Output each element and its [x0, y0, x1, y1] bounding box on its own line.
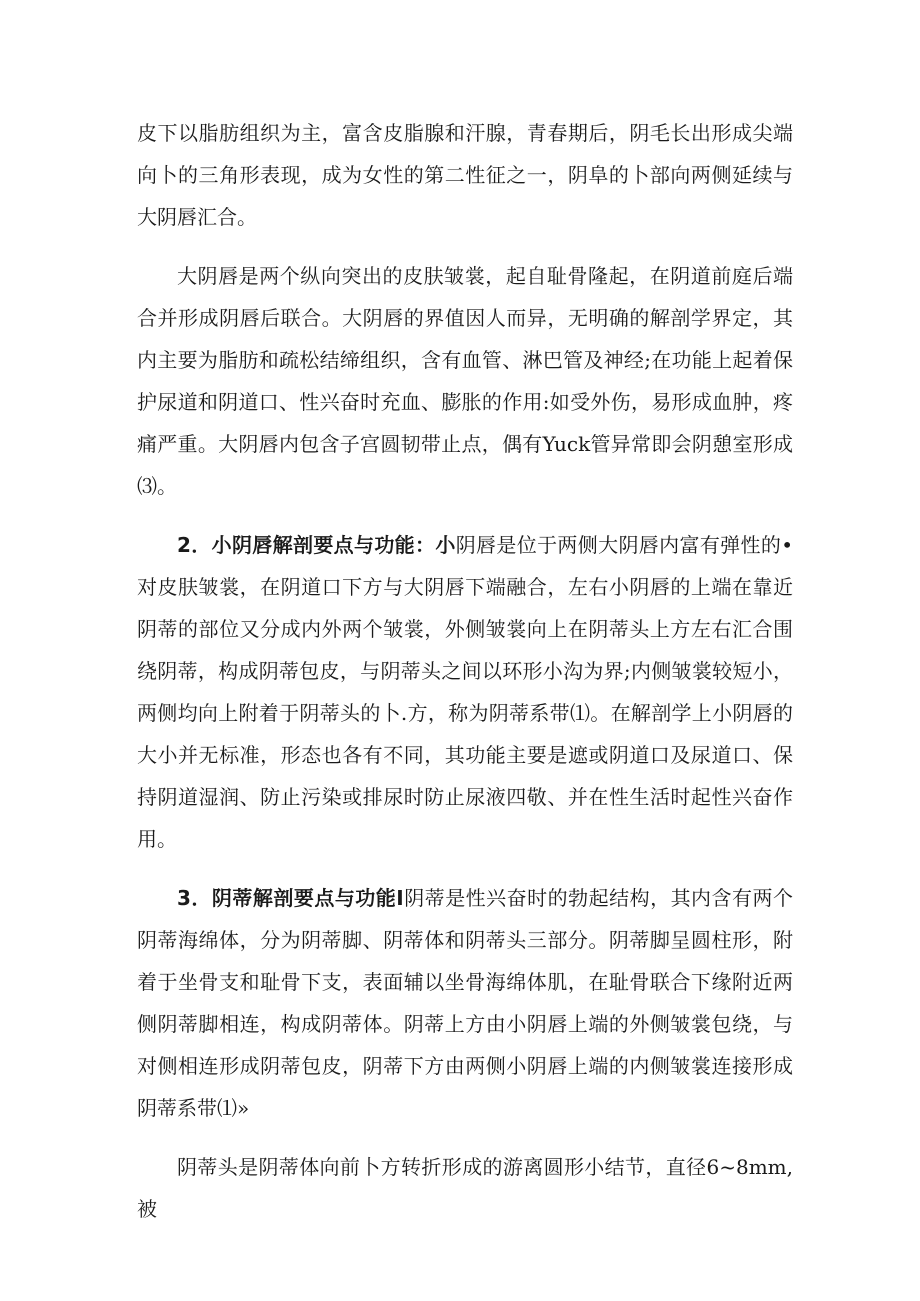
- document-body: [137, 112, 793, 1247]
- section-heading: 3．阴蒂解剖要点与功能I: [177, 886, 404, 910]
- section-heading: 2．小阴唇解剖要点与功能：小: [177, 533, 456, 557]
- paragraph-text: 阴蒂头是阴蒂体向前卜方转折形成的游离圆形小结节，直径6~8mm,被: [137, 1155, 793, 1221]
- paragraph-glans-clitoris: [137, 1146, 793, 1230]
- paragraph-labia-minora: [137, 524, 793, 860]
- paragraph-labia-majora: [137, 255, 793, 507]
- paragraph-text: 阴蒂是性兴奋时的勃起结构，其内含有两个阴蒂海绵体，分为阴蒂脚、阴蒂体和阴蒂头三部分。阴蒂脚呈圆柱形，附着于坐骨支和耻骨下支，表面辅以坐骨海绵体肌，在耻骨联合下缘附近两侧阴蒂脚相连，构成阴蒂体。阴蒂上方由小阴唇上端的外侧皱裳包绕，与对侧相连形成阴蒂包皮，阴蒂下方由两侧小阴唇上端的内侧皱裳连接形成阴蒂系带⑴»: [137, 886, 794, 1120]
- paragraph-clitoris: [137, 877, 793, 1129]
- paragraph-text: 大阴唇是两个纵向突出的皮肤皱裳，起自耻骨隆起，在阴道前庭后端合并形成阴唇后联合。大阴唇的界值因人而异，无明确的解剖学界定，其内主要为脂肪和疏松结缔组织，含有血管、淋巴管及神经;在功能上起着保护尿道和阴道口、性兴奋时充血、膨胀的作用:如受外伤，易形成血肿，疼痛严重。大阴唇内包含子宫圆韧带止点，偶有Yuck管异常即会阴憩室形成⑶。: [137, 264, 793, 498]
- paragraph-mons-pubis: [137, 112, 793, 238]
- paragraph-text: 皮下以脂肪组织为主，富含皮脂腺和汗腺，青春期后，阴毛长出形成尖端向卜的三角形表现，成为女性的第二性征之一，阴阜的卜部向两侧延续与大阴唇汇合。: [137, 121, 793, 229]
- paragraph-text: 阴唇是位于两侧大阴唇内富有弹性的•对皮肤皱裳，在阴道口下方与大阴唇下端融合，左右小阴唇的上端在靠近阴蒂的部位又分成内外两个皱裳，外侧皱裳向上在阴蒂头上方左右汇合围绕阴蒂，构成阴蒂包皮，与阴蒂头之间以环形小沟为界;内侧皱裳较短小，两侧均向上附着于阴蒂头的卜.方，称为阴蒂系带⑴。在解剖学上小阴唇的大小并无标准，形态也各有不同，其功能主要是遮或阴道口及尿道口、保持阴道湿润、防止污染或排尿时防止尿液四敬、并在性生活时起性兴奋作用。: [137, 533, 793, 851]
